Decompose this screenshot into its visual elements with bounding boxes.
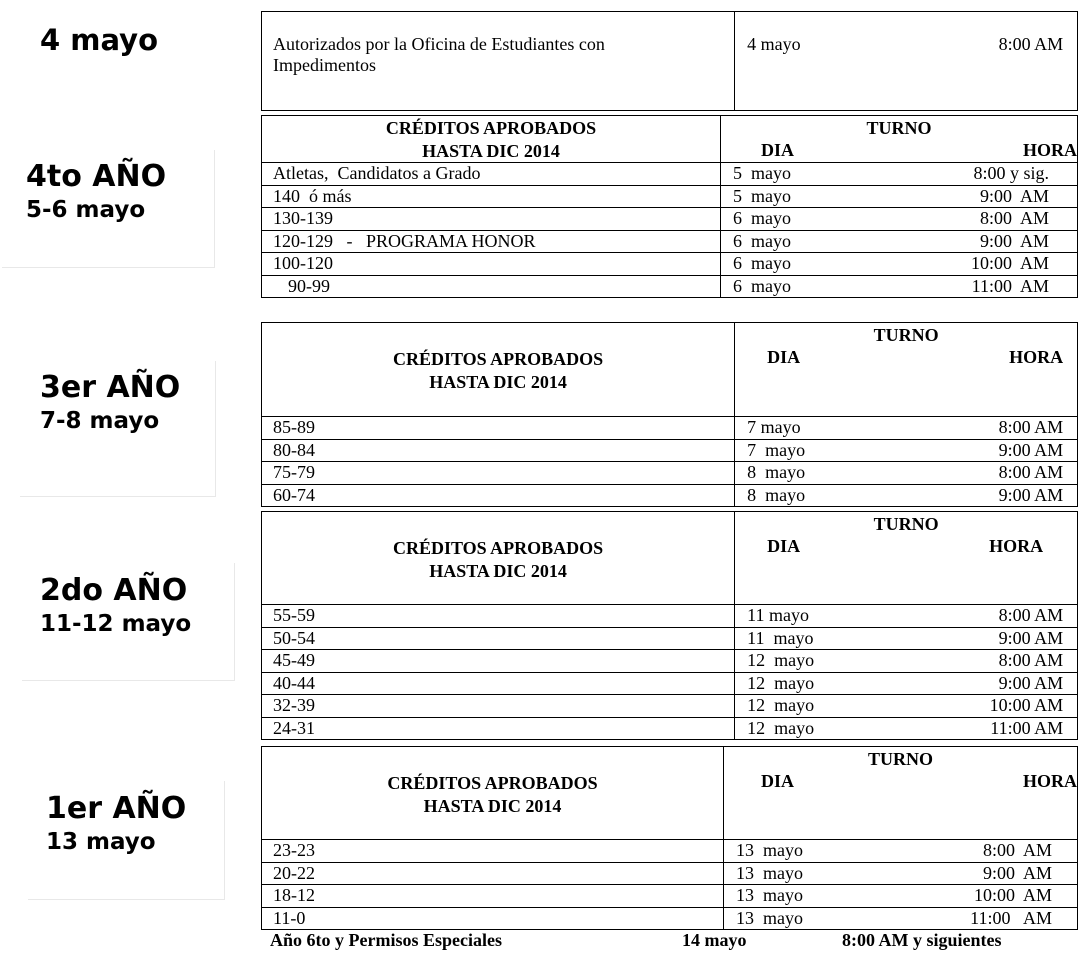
hora-cell: 11:00 AM bbox=[971, 275, 1049, 296]
section-label-dates: 11-12 mayo bbox=[40, 610, 192, 637]
range-cell: 75-79 bbox=[262, 462, 735, 485]
header-turno-text: TURNO bbox=[873, 514, 939, 534]
header-turno bbox=[735, 323, 1078, 417]
section-label-title: 2do AÑO bbox=[40, 573, 188, 608]
range-cell: 20-22 bbox=[262, 862, 724, 885]
range-cell: 23-23 bbox=[262, 840, 724, 863]
table-row bbox=[262, 840, 1078, 863]
dia-cell: 12 mayo bbox=[747, 650, 815, 670]
header-creditos-text: CRÉDITOS APROBADOS bbox=[385, 118, 597, 138]
header-creditos bbox=[262, 116, 721, 163]
hora-cell: 9:00 AM bbox=[998, 439, 1064, 460]
header-turno bbox=[735, 512, 1078, 605]
section-label-dates: 7-8 mayo bbox=[40, 407, 160, 434]
header-creditos bbox=[262, 512, 735, 605]
hora-cell: 10:00 AM bbox=[973, 885, 1052, 905]
table-row bbox=[262, 417, 1078, 440]
header-dia: DIA bbox=[761, 771, 795, 791]
header-creditos-text: CRÉDITOS APROBADOS bbox=[387, 773, 598, 793]
header-hora: HORA bbox=[1023, 771, 1077, 791]
header-turno-text: TURNO bbox=[866, 118, 932, 138]
table-row bbox=[262, 672, 1078, 695]
table-header-row bbox=[262, 116, 1078, 163]
range-cell: 80-84 bbox=[262, 439, 735, 462]
header-creditos bbox=[262, 323, 735, 417]
turno-cell bbox=[735, 12, 1078, 111]
header-dia: DIA bbox=[761, 140, 795, 160]
table-row bbox=[262, 717, 1078, 740]
range-cell: 130-139 bbox=[262, 208, 721, 231]
hora-cell: 11:00 AM bbox=[970, 907, 1052, 928]
hora-cell: 11:00 AM bbox=[990, 717, 1064, 738]
footer-line bbox=[268, 930, 1058, 954]
header-turno-text: TURNO bbox=[867, 749, 933, 769]
hora-cell: 8:00 AM bbox=[998, 605, 1064, 625]
table-row bbox=[262, 275, 1078, 298]
table-row bbox=[262, 907, 1078, 930]
turno-cell bbox=[721, 208, 1078, 231]
hora-cell: 8:00 AM bbox=[998, 417, 1064, 437]
dia-cell: 7 mayo bbox=[747, 439, 806, 460]
turno-cell bbox=[721, 253, 1078, 276]
hora-cell: 8:00 AM bbox=[998, 34, 1064, 54]
table-row bbox=[262, 12, 1078, 111]
hora-cell: 9:00 AM bbox=[998, 672, 1064, 693]
description-cell bbox=[262, 12, 735, 111]
turno-cell bbox=[735, 417, 1078, 440]
table-header-row bbox=[262, 512, 1078, 605]
table-row bbox=[262, 230, 1078, 253]
section-label-title: 4 mayo bbox=[40, 23, 158, 57]
header-turno bbox=[721, 116, 1078, 163]
section-label-dates: 13 mayo bbox=[46, 828, 156, 855]
table-row bbox=[262, 163, 1078, 186]
range-cell: 90-99 bbox=[262, 275, 721, 298]
footer-dia: 14 mayo bbox=[682, 930, 747, 950]
turno-cell bbox=[735, 717, 1078, 740]
hora-cell: 10:00 AM bbox=[970, 253, 1049, 273]
dia-cell: 13 mayo bbox=[736, 907, 803, 928]
hora-cell: 9:00 AM bbox=[979, 230, 1049, 251]
dia-cell: 8 mayo bbox=[747, 462, 806, 482]
hora-cell: 9:00 AM bbox=[982, 862, 1052, 883]
dia-cell: 13 mayo bbox=[736, 885, 803, 905]
dia-cell: 6 mayo bbox=[733, 230, 791, 251]
turno-cell bbox=[721, 163, 1078, 186]
header-dia: DIA bbox=[767, 347, 801, 367]
description-line: Autorizados por la Oficina de Estudiantes con bbox=[273, 34, 605, 54]
header-turno-text: TURNO bbox=[873, 325, 939, 345]
dia-cell: 13 mayo bbox=[736, 862, 803, 883]
turno-cell bbox=[735, 484, 1078, 507]
header-hasta-text: HASTA DIC 2014 bbox=[429, 372, 567, 392]
table-row bbox=[262, 627, 1078, 650]
header-hora: HORA bbox=[989, 536, 1044, 556]
footer-label: Año 6to y Permisos Especiales bbox=[270, 930, 502, 950]
range-cell: 60-74 bbox=[262, 484, 735, 507]
dia-cell: 8 mayo bbox=[747, 484, 806, 505]
range-cell: 100-120 bbox=[262, 253, 721, 276]
dia-cell: 6 mayo bbox=[733, 253, 791, 273]
turno-cell bbox=[724, 907, 1078, 930]
turno-cell bbox=[735, 462, 1078, 485]
dia-cell: 12 mayo bbox=[747, 695, 815, 715]
range-cell: 45-49 bbox=[262, 650, 735, 673]
hora-cell: 9:00 AM bbox=[998, 627, 1064, 648]
dia-cell: 7 mayo bbox=[747, 417, 801, 437]
range-cell: 140 ó más bbox=[262, 185, 721, 208]
dia-cell: 11 mayo bbox=[747, 627, 814, 648]
table-row bbox=[262, 695, 1078, 718]
dia-cell: 6 mayo bbox=[733, 208, 791, 228]
hora-cell: 9:00 AM bbox=[979, 185, 1049, 206]
section-label-title: 3er AÑO bbox=[40, 370, 181, 405]
table-row bbox=[262, 862, 1078, 885]
table-row bbox=[262, 650, 1078, 673]
dia-cell: 12 mayo bbox=[747, 717, 815, 738]
range-cell: 50-54 bbox=[262, 627, 735, 650]
description-line: Impedimentos bbox=[273, 55, 376, 75]
range-cell: 24-31 bbox=[262, 717, 735, 740]
table-row bbox=[262, 253, 1078, 276]
turno-cell bbox=[735, 627, 1078, 650]
section-label-title: 1er AÑO bbox=[46, 791, 187, 826]
hora-cell: 8:00 AM bbox=[982, 840, 1052, 860]
range-cell: 40-44 bbox=[262, 672, 735, 695]
table-row bbox=[262, 439, 1078, 462]
header-creditos-text: CRÉDITOS APROBADOS bbox=[392, 349, 604, 369]
header-hora: HORA bbox=[1023, 140, 1077, 160]
turno-cell bbox=[724, 885, 1078, 908]
hora-cell: 8:00 AM bbox=[998, 462, 1064, 482]
table-row bbox=[262, 605, 1078, 628]
turno-cell bbox=[724, 862, 1078, 885]
table-row bbox=[262, 484, 1078, 507]
turno-cell bbox=[735, 695, 1078, 718]
dia-cell: 4 mayo bbox=[747, 34, 801, 54]
schedule-table-impedimentos bbox=[261, 11, 1078, 111]
schedule-table-3er-ano bbox=[261, 322, 1078, 507]
turno-cell bbox=[735, 439, 1078, 462]
header-hasta-text: HASTA DIC 2014 bbox=[423, 796, 562, 816]
table-row bbox=[262, 208, 1078, 231]
hora-cell: 8:00 y sig. bbox=[973, 163, 1049, 183]
table-row bbox=[262, 462, 1078, 485]
header-turno bbox=[724, 747, 1078, 840]
header-dia: DIA bbox=[767, 536, 801, 556]
hora-cell: 9:00 AM bbox=[998, 484, 1064, 505]
section-label-1er-ano bbox=[46, 790, 186, 856]
range-cell: 55-59 bbox=[262, 605, 735, 628]
range-cell: 32-39 bbox=[262, 695, 735, 718]
header-hasta-text: HASTA DIC 2014 bbox=[422, 141, 560, 161]
range-cell: 85-89 bbox=[262, 417, 735, 440]
dia-cell: 11 mayo bbox=[747, 605, 809, 625]
header-creditos-text: CRÉDITOS APROBADOS bbox=[392, 538, 604, 558]
table-row bbox=[262, 185, 1078, 208]
turno-cell bbox=[721, 275, 1078, 298]
turno-cell bbox=[735, 605, 1078, 628]
table-header-row bbox=[262, 323, 1078, 417]
section-label-2do-ano bbox=[40, 572, 191, 638]
range-cell: Atletas, Candidatos a Grado bbox=[262, 163, 721, 186]
header-hasta-text: HASTA DIC 2014 bbox=[429, 561, 567, 581]
turno-cell bbox=[724, 840, 1078, 863]
section-label-title: 4to AÑO bbox=[26, 159, 167, 194]
turno-cell bbox=[735, 672, 1078, 695]
dia-cell: 5 mayo bbox=[733, 163, 791, 183]
dia-cell: 13 mayo bbox=[736, 840, 803, 860]
header-hora: HORA bbox=[1009, 347, 1064, 367]
section-label-3er-ano bbox=[40, 369, 180, 435]
hora-cell: 8:00 AM bbox=[979, 208, 1049, 228]
footer-hora: 8:00 AM y siguientes bbox=[842, 930, 1002, 950]
turno-cell bbox=[735, 650, 1078, 673]
schedule-table-1er-ano bbox=[261, 746, 1078, 930]
section-label-4to-ano bbox=[26, 158, 166, 224]
schedule-table-4to-ano bbox=[261, 115, 1078, 298]
turno-cell bbox=[721, 230, 1078, 253]
dia-cell: 5 mayo bbox=[733, 185, 791, 206]
range-cell: 18-12 bbox=[262, 885, 724, 908]
dia-cell: 12 mayo bbox=[747, 672, 815, 693]
hora-cell: 8:00 AM bbox=[998, 650, 1064, 670]
section-label-4-mayo bbox=[40, 22, 158, 58]
hora-cell: 10:00 AM bbox=[989, 695, 1064, 715]
schedule-table-2do-ano bbox=[261, 511, 1078, 740]
range-cell: 120-129 - PROGRAMA HONOR bbox=[262, 230, 721, 253]
section-label-dates: 5-6 mayo bbox=[26, 196, 146, 223]
turno-cell bbox=[721, 185, 1078, 208]
table-row bbox=[262, 885, 1078, 908]
range-cell: 11-0 bbox=[262, 907, 724, 930]
table-header-row bbox=[262, 747, 1078, 840]
header-creditos bbox=[262, 747, 724, 840]
dia-cell: 6 mayo bbox=[733, 275, 791, 296]
